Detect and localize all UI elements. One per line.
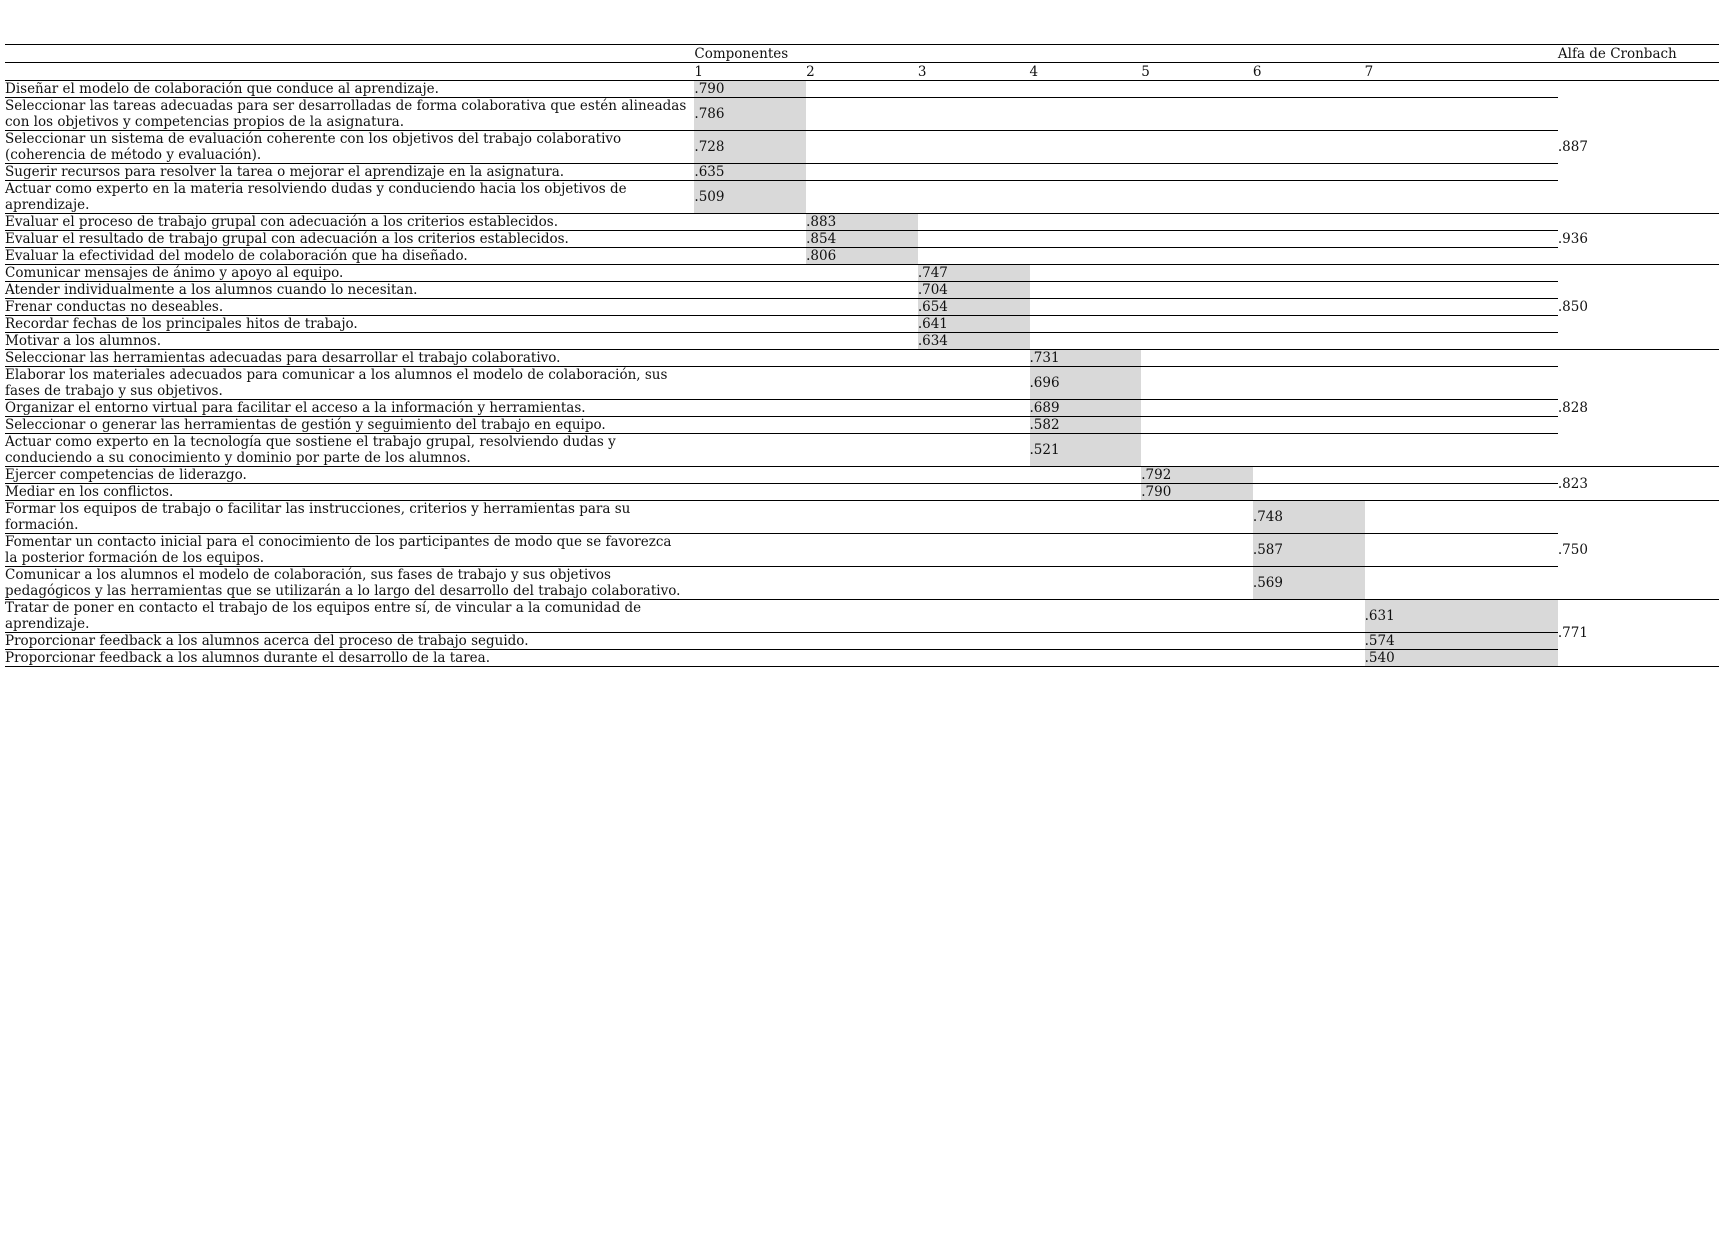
empty-cell (1030, 81, 1142, 98)
loading-value: .521 (1030, 434, 1142, 467)
alpha-value: .828 (1558, 350, 1719, 467)
item-label: Proporcionar feedback a los alumnos acerca del proceso de trabajo seguido. (5, 633, 694, 650)
empty-cell (694, 567, 806, 600)
empty-cell (1141, 265, 1253, 282)
component-number: 6 (1253, 63, 1365, 81)
component-number: 3 (918, 63, 1030, 81)
empty-cell (1141, 417, 1253, 434)
empty-cell (694, 350, 806, 367)
empty-cell (1365, 81, 1558, 98)
loading-value: .574 (1365, 633, 1558, 650)
empty-cell (1365, 316, 1558, 333)
empty-cell (1253, 650, 1365, 667)
empty-cell (694, 214, 806, 231)
loading-value: .790 (1141, 484, 1253, 501)
empty-cell (694, 231, 806, 248)
table-row (5, 181, 1719, 214)
empty-cell (1253, 400, 1365, 417)
table-row (5, 400, 1719, 417)
table-row (5, 467, 1719, 484)
table-row (5, 367, 1719, 400)
empty-cell (1365, 333, 1558, 350)
empty-cell (694, 484, 806, 501)
empty-cell (1253, 231, 1365, 248)
table-row (5, 333, 1719, 350)
empty-cell (1253, 265, 1365, 282)
table-row (5, 81, 1719, 98)
empty-cell (694, 299, 806, 316)
loading-value: .635 (694, 164, 806, 181)
empty-cell (918, 400, 1030, 417)
table-row (5, 265, 1719, 282)
item-label: Comunicar a los alumnos el modelo de colaboración, sus fases de trabajo y sus objetivos pedagógicos y las herramientas que se utilizarán a lo largo del desarrollo del trabajo colaborativo. (5, 567, 694, 600)
empty-cell (694, 282, 806, 299)
loading-value: .747 (918, 265, 1030, 282)
table-row (5, 282, 1719, 299)
table-row (5, 316, 1719, 333)
empty-cell (1365, 417, 1558, 434)
table-header (5, 45, 1719, 81)
empty-cell (1141, 350, 1253, 367)
loading-value: .689 (1030, 400, 1142, 417)
empty-cell (1253, 214, 1365, 231)
empty-cell (1141, 282, 1253, 299)
item-label: Actuar como experto en la materia resolviendo dudas y conduciendo hacia los objetivos de aprendizaje. (5, 181, 694, 214)
empty-cell (1253, 333, 1365, 350)
empty-cell (806, 164, 918, 181)
empty-cell (806, 600, 918, 633)
item-label: Motivar a los alumnos. (5, 333, 694, 350)
loading-value: .509 (694, 181, 806, 214)
loading-value: .582 (1030, 417, 1142, 434)
header-empty-cell (1558, 63, 1719, 81)
empty-cell (1141, 567, 1253, 600)
item-label: Elaborar los materiales adecuados para comunicar a los alumnos el modelo de colaboración, sus fases de trabajo y sus objetivos. (5, 367, 694, 400)
empty-cell (918, 248, 1030, 265)
alpha-value: .887 (1558, 81, 1719, 214)
empty-cell (918, 231, 1030, 248)
header-empty-cell (5, 63, 694, 81)
loading-value: .641 (918, 316, 1030, 333)
loading-value: .704 (918, 282, 1030, 299)
empty-cell (1365, 501, 1558, 534)
empty-cell (806, 633, 918, 650)
empty-cell (1253, 417, 1365, 434)
empty-cell (918, 501, 1030, 534)
empty-cell (918, 567, 1030, 600)
empty-cell (1365, 299, 1558, 316)
component-number: 2 (806, 63, 918, 81)
empty-cell (1030, 214, 1142, 231)
empty-cell (1030, 181, 1142, 214)
alpha-value: .823 (1558, 467, 1719, 501)
component-number: 7 (1365, 63, 1558, 81)
empty-cell (1030, 164, 1142, 181)
empty-cell (918, 484, 1030, 501)
empty-cell (1253, 350, 1365, 367)
empty-cell (694, 367, 806, 400)
item-label: Seleccionar las herramientas adecuadas para desarrollar el trabajo colaborativo. (5, 350, 694, 367)
empty-cell (1365, 181, 1558, 214)
empty-cell (806, 534, 918, 567)
empty-cell (1253, 131, 1365, 164)
empty-cell (694, 600, 806, 633)
table-row (5, 98, 1719, 131)
empty-cell (1365, 214, 1558, 231)
item-label: Evaluar el proceso de trabajo grupal con adecuación a los criterios establecidos. (5, 214, 694, 231)
empty-cell (918, 214, 1030, 231)
empty-cell (1141, 98, 1253, 131)
empty-cell (1030, 248, 1142, 265)
empty-cell (1365, 467, 1558, 484)
loading-value: .786 (694, 98, 806, 131)
empty-cell (1030, 131, 1142, 164)
empty-cell (1141, 214, 1253, 231)
empty-cell (806, 417, 918, 434)
empty-cell (1365, 164, 1558, 181)
empty-cell (1141, 248, 1253, 265)
item-label: Formar los equipos de trabajo o facilitar las instrucciones, criterios y herramientas para su formación. (5, 501, 694, 534)
empty-cell (918, 633, 1030, 650)
empty-cell (1365, 265, 1558, 282)
loading-value: .631 (1365, 600, 1558, 633)
loading-value: .634 (918, 333, 1030, 350)
empty-cell (1141, 181, 1253, 214)
empty-cell (1141, 600, 1253, 633)
empty-cell (694, 633, 806, 650)
empty-cell (1141, 367, 1253, 400)
empty-cell (1030, 600, 1142, 633)
empty-cell (1365, 534, 1558, 567)
empty-cell (1030, 316, 1142, 333)
empty-cell (918, 131, 1030, 164)
empty-cell (1030, 333, 1142, 350)
alpha-value: .850 (1558, 265, 1719, 350)
empty-cell (694, 417, 806, 434)
item-label: Actuar como experto en la tecnología que sostiene el trabajo grupal, resolviendo dudas y conduciendo a su conocimiento y dominio por parte de los alumnos. (5, 434, 694, 467)
empty-cell (806, 131, 918, 164)
table-row (5, 600, 1719, 633)
empty-cell (1365, 231, 1558, 248)
empty-cell (1365, 567, 1558, 600)
item-label: Diseñar el modelo de colaboración que conduce al aprendizaje. (5, 81, 694, 98)
empty-cell (694, 650, 806, 667)
component-number: 1 (694, 63, 806, 81)
header-row-numbers (5, 63, 1719, 81)
empty-cell (1030, 567, 1142, 600)
empty-cell (1253, 98, 1365, 131)
empty-cell (1253, 299, 1365, 316)
loading-value: .792 (1141, 467, 1253, 484)
empty-cell (918, 534, 1030, 567)
empty-cell (1365, 400, 1558, 417)
empty-cell (806, 282, 918, 299)
empty-cell (806, 434, 918, 467)
empty-cell (918, 367, 1030, 400)
empty-cell (1141, 316, 1253, 333)
item-label: Mediar en los conflictos. (5, 484, 694, 501)
alpha-value: .771 (1558, 600, 1719, 667)
loading-value: .731 (1030, 350, 1142, 367)
loading-value: .883 (806, 214, 918, 231)
table-row (5, 534, 1719, 567)
empty-cell (918, 600, 1030, 633)
component-number: 5 (1141, 63, 1253, 81)
empty-cell (1141, 231, 1253, 248)
empty-cell (1030, 231, 1142, 248)
item-label: Frenar conductas no deseables. (5, 299, 694, 316)
empty-cell (1365, 367, 1558, 400)
empty-cell (806, 181, 918, 214)
empty-cell (1253, 633, 1365, 650)
components-heading: Componentes (694, 45, 1557, 63)
alpha-value: .936 (1558, 214, 1719, 265)
empty-cell (1141, 534, 1253, 567)
empty-cell (1253, 434, 1365, 467)
table-row (5, 299, 1719, 316)
item-label: Seleccionar las tareas adecuadas para ser desarrolladas de forma colaborativa que estén alineadas con los objetivos y competencias propios de la asignatura. (5, 98, 694, 131)
empty-cell (1030, 650, 1142, 667)
table-row (5, 650, 1719, 667)
empty-cell (918, 81, 1030, 98)
empty-cell (694, 501, 806, 534)
table-row (5, 567, 1719, 600)
empty-cell (1253, 316, 1365, 333)
table-body (5, 81, 1719, 667)
empty-cell (694, 434, 806, 467)
empty-cell (1365, 484, 1558, 501)
empty-cell (806, 299, 918, 316)
empty-cell (1141, 131, 1253, 164)
item-label: Seleccionar o generar las herramientas de gestión y seguimiento del trabajo en equipo. (5, 417, 694, 434)
empty-cell (1253, 600, 1365, 633)
table-row (5, 214, 1719, 231)
empty-cell (694, 265, 806, 282)
header-empty-cell (5, 45, 694, 63)
empty-cell (806, 98, 918, 131)
empty-cell (806, 350, 918, 367)
empty-cell (694, 248, 806, 265)
item-label: Sugerir recursos para resolver la tarea o mejorar el aprendizaje en la asignatura. (5, 164, 694, 181)
empty-cell (1253, 248, 1365, 265)
item-label: Atender individualmente a los alumnos cuando lo necesitan. (5, 282, 694, 299)
factor-loadings-table-container (5, 44, 1719, 667)
loading-value: .654 (918, 299, 1030, 316)
table-row (5, 434, 1719, 467)
empty-cell (1365, 282, 1558, 299)
loading-value: .854 (806, 231, 918, 248)
loading-value: .569 (1253, 567, 1365, 600)
loading-value: .748 (1253, 501, 1365, 534)
empty-cell (806, 333, 918, 350)
empty-cell (1253, 367, 1365, 400)
empty-cell (806, 501, 918, 534)
empty-cell (806, 316, 918, 333)
empty-cell (806, 650, 918, 667)
item-label: Seleccionar un sistema de evaluación coherente con los objetivos del trabajo colaborativo (coherencia de método y evaluación). (5, 131, 694, 164)
empty-cell (918, 467, 1030, 484)
empty-cell (1141, 81, 1253, 98)
empty-cell (918, 164, 1030, 181)
loading-value: .587 (1253, 534, 1365, 567)
empty-cell (1141, 434, 1253, 467)
table-row (5, 484, 1719, 501)
empty-cell (694, 333, 806, 350)
empty-cell (694, 467, 806, 484)
empty-cell (806, 467, 918, 484)
table-row (5, 131, 1719, 164)
table-row (5, 248, 1719, 265)
alpha-heading-text: Alfa de Cronbach (1557, 46, 1677, 62)
empty-cell (1030, 484, 1142, 501)
empty-cell (1030, 299, 1142, 316)
empty-cell (918, 417, 1030, 434)
empty-cell (1253, 484, 1365, 501)
empty-cell (1030, 467, 1142, 484)
alpha-heading (1558, 45, 1719, 63)
empty-cell (1253, 181, 1365, 214)
empty-cell (1365, 434, 1558, 467)
empty-cell (1141, 400, 1253, 417)
alpha-value: .750 (1558, 501, 1719, 600)
empty-cell (1030, 98, 1142, 131)
empty-cell (1141, 633, 1253, 650)
item-label: Fomentar un contacto inicial para el conocimiento de los participantes de modo que se favorezca la posterior formación de los equipos. (5, 534, 694, 567)
empty-cell (1030, 501, 1142, 534)
empty-cell (918, 98, 1030, 131)
table-row (5, 231, 1719, 248)
empty-cell (694, 534, 806, 567)
header-row-titles (5, 45, 1719, 63)
item-label: Comunicar mensajes de ánimo y apoyo al equipo. (5, 265, 694, 282)
empty-cell (806, 81, 918, 98)
empty-cell (806, 484, 918, 501)
empty-cell (1365, 131, 1558, 164)
empty-cell (1030, 265, 1142, 282)
empty-cell (918, 350, 1030, 367)
empty-cell (806, 367, 918, 400)
table-row (5, 501, 1719, 534)
item-label: Evaluar la efectividad del modelo de colaboración que ha diseñado. (5, 248, 694, 265)
table-row (5, 164, 1719, 181)
item-label: Recordar fechas de los principales hitos de trabajo. (5, 316, 694, 333)
empty-cell (694, 316, 806, 333)
empty-cell (1141, 299, 1253, 316)
loading-value: .806 (806, 248, 918, 265)
empty-cell (918, 181, 1030, 214)
empty-cell (1030, 633, 1142, 650)
empty-cell (1365, 98, 1558, 131)
empty-cell (1253, 282, 1365, 299)
empty-cell (694, 400, 806, 417)
item-label: Tratar de poner en contacto el trabajo de los equipos entre sí, de vincular a la comunidad de aprendizaje. (5, 600, 694, 633)
item-label: Organizar el entorno virtual para facilitar el acceso a la información y herramientas. (5, 400, 694, 417)
empty-cell (1141, 501, 1253, 534)
empty-cell (1253, 164, 1365, 181)
empty-cell (1253, 81, 1365, 98)
empty-cell (918, 650, 1030, 667)
table-row (5, 350, 1719, 367)
loading-value: .540 (1365, 650, 1558, 667)
empty-cell (806, 567, 918, 600)
item-label: Ejercer competencias de liderazgo. (5, 467, 694, 484)
item-label: Evaluar el resultado de trabajo grupal con adecuación a los criterios establecidos. (5, 231, 694, 248)
factor-loadings-table (5, 44, 1719, 667)
empty-cell (806, 265, 918, 282)
empty-cell (1141, 333, 1253, 350)
loading-value: .696 (1030, 367, 1142, 400)
empty-cell (1365, 350, 1558, 367)
table-row (5, 417, 1719, 434)
empty-cell (918, 434, 1030, 467)
empty-cell (1253, 467, 1365, 484)
empty-cell (1141, 650, 1253, 667)
component-number: 4 (1030, 63, 1142, 81)
empty-cell (1141, 164, 1253, 181)
empty-cell (1365, 248, 1558, 265)
empty-cell (1030, 282, 1142, 299)
item-label: Proporcionar feedback a los alumnos durante el desarrollo de la tarea. (5, 650, 694, 667)
empty-cell (806, 400, 918, 417)
table-row (5, 633, 1719, 650)
loading-value: .790 (694, 81, 806, 98)
loading-value: .728 (694, 131, 806, 164)
empty-cell (1030, 534, 1142, 567)
